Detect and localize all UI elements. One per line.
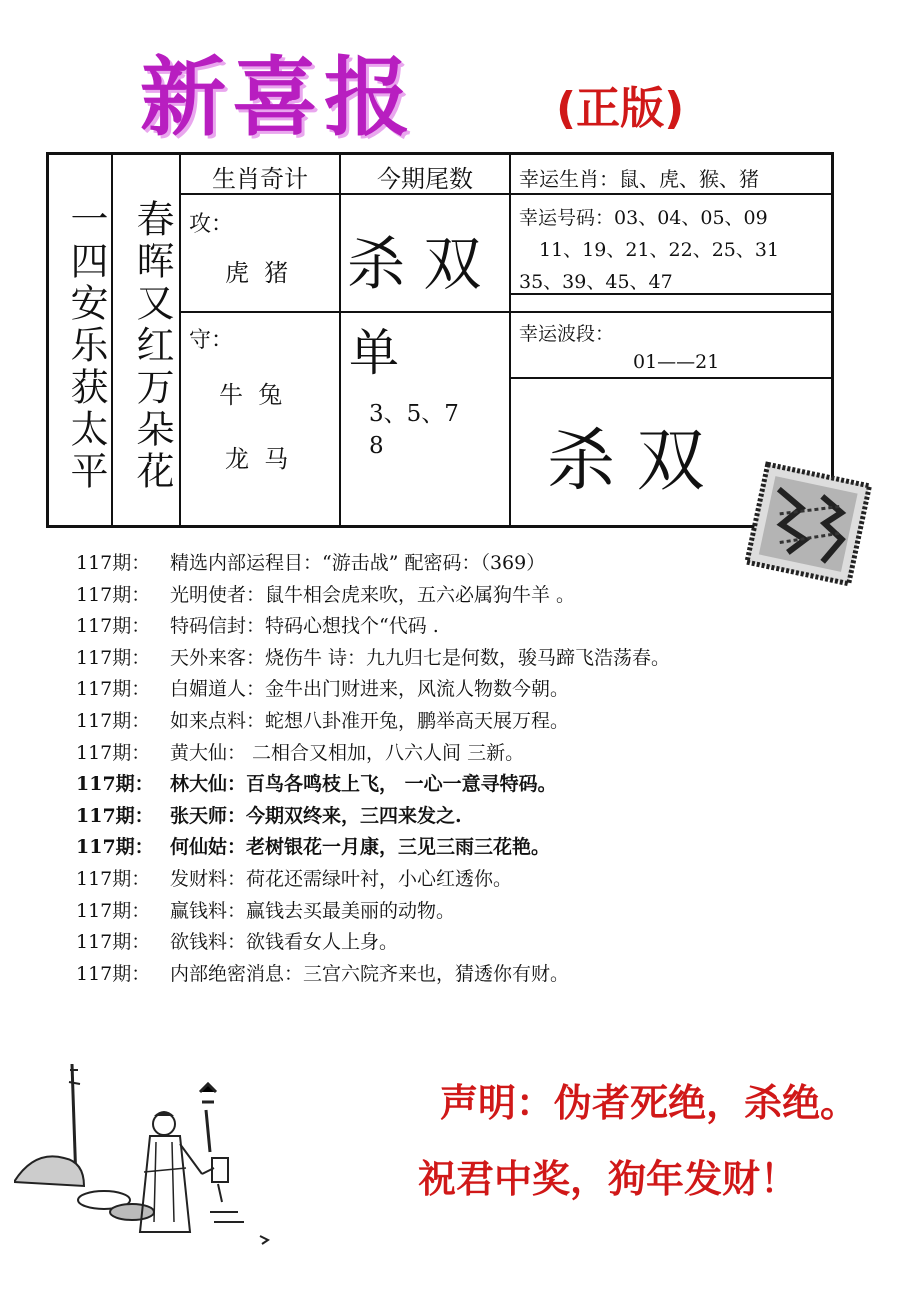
zodiac-header: 生肖奇计 [212,165,308,193]
period-label: 117期： [76,867,151,890]
attack-label: 攻： [189,212,234,237]
wish-text: 祝君中奖，狗年发财！ [418,1157,799,1201]
lucky-zodiac: 幸运生肖：鼠、虎、猴、猪 [519,167,759,191]
single-numbers-2: 8 [369,433,384,459]
prediction-line [76,548,856,580]
prediction-line [76,959,856,991]
info-table [46,152,834,528]
lucky-numbers-row-1: 03、04、05、09 [614,207,768,229]
period-label: 117期： [76,583,151,606]
prediction-text: 欲钱料：欲钱看女人上身。 [170,931,399,954]
edition-label: (正版) [556,83,685,134]
period-label: 117期： [76,741,151,764]
prediction-text: 发财料：荷花还需绿叶衬，小心红透你。 [170,867,513,890]
prediction-text: 如来点料：蛇想八卦准开兔，鹏举高天展万程。 [170,709,570,732]
sketch-figure-illustration [14,1062,284,1252]
lucky-band-value: 01——21 [633,351,720,373]
lucky-band-label: 幸运波段： [519,323,615,345]
period-label: 117期： [76,899,151,922]
period-label: 117期： [76,678,151,701]
prediction-text: 何仙姑：老树银花一月康，三见三雨三花艳。 [170,836,551,859]
prediction-line [76,643,856,675]
prediction-text: 精选内部运程目：“游击战” 配密码：（369） [170,552,546,574]
single-numbers-1: 3、5、7 [369,401,459,427]
prediction-line [76,864,856,896]
prediction-text: 天外来客：烧伤牛 诗：九九归七是何数，骏马蹄飞浩荡春。 [170,646,671,669]
tail-header: 今期尾数 [377,165,473,193]
lucky-numbers-label: 幸运号码： [519,207,615,229]
defend-values-2: 龙 马 [225,445,289,473]
prediction-line [76,738,856,770]
prediction-line [76,801,856,833]
poem-left: 一四安乐获太平 [64,199,108,493]
prediction-line [76,769,856,801]
period-label: 117期： [76,646,151,669]
period-label: 117期： [76,615,151,638]
lucky-numbers-line-1 [519,203,768,230]
prediction-text: 内部绝密消息：三宫六院齐来也，猜透你有财。 [170,962,570,985]
prediction-line [76,674,856,706]
prediction-text: 林大仙：百鸟各鸣枝上飞， 一心一意寻特码。 [170,773,557,796]
page-title: 新喜报 [140,48,416,148]
poem-right: 春晖又红万朵花 [130,199,174,493]
period-label: 117期： [76,836,154,859]
prediction-line [76,927,856,959]
prediction-line [76,896,856,928]
prediction-text: 赢钱料：赢钱去买最美丽的动物。 [170,899,456,922]
single-label: 单 [349,324,399,382]
prediction-line [76,706,856,738]
period-label: 117期： [76,804,154,827]
prediction-text: 白媚道人：金牛出门财进来，风流人物数今朝。 [170,678,570,701]
prediction-list [76,548,856,990]
prediction-line [76,611,856,643]
period-label: 117期： [76,709,151,732]
attack-values: 虎 猪 [225,259,289,287]
prediction-line [76,832,856,864]
prediction-text: 特码信封：特码心想找个“代码 . [170,615,439,638]
prediction-text: 张天师：今期双终来，三四来发之. [170,804,462,827]
defend-label: 守： [189,328,234,353]
statement-text: 声明：伪者死绝，杀绝。 [440,1081,859,1125]
period-label: 117期： [76,931,151,954]
period-label: 117期： [76,962,151,985]
period-label: 117期： [76,773,154,796]
lucky-numbers-row-2: 11、19、21、22、25、31 [539,239,780,261]
prediction-line [76,580,856,612]
tail-main: 杀 双 [347,230,482,298]
prediction-text: 光明使者：鼠牛相会虎来吹，五六必属狗牛羊 。 [170,583,576,606]
prediction-text: 黄大仙： 二相合又相加，八六人间 三新。 [170,741,525,764]
lucky-numbers-row-3: 35、39、45、47 [519,271,673,293]
kill-main: 杀 双 [547,422,705,501]
defend-values-1: 牛 兔 [219,381,283,409]
period-label: 117期： [76,552,151,574]
